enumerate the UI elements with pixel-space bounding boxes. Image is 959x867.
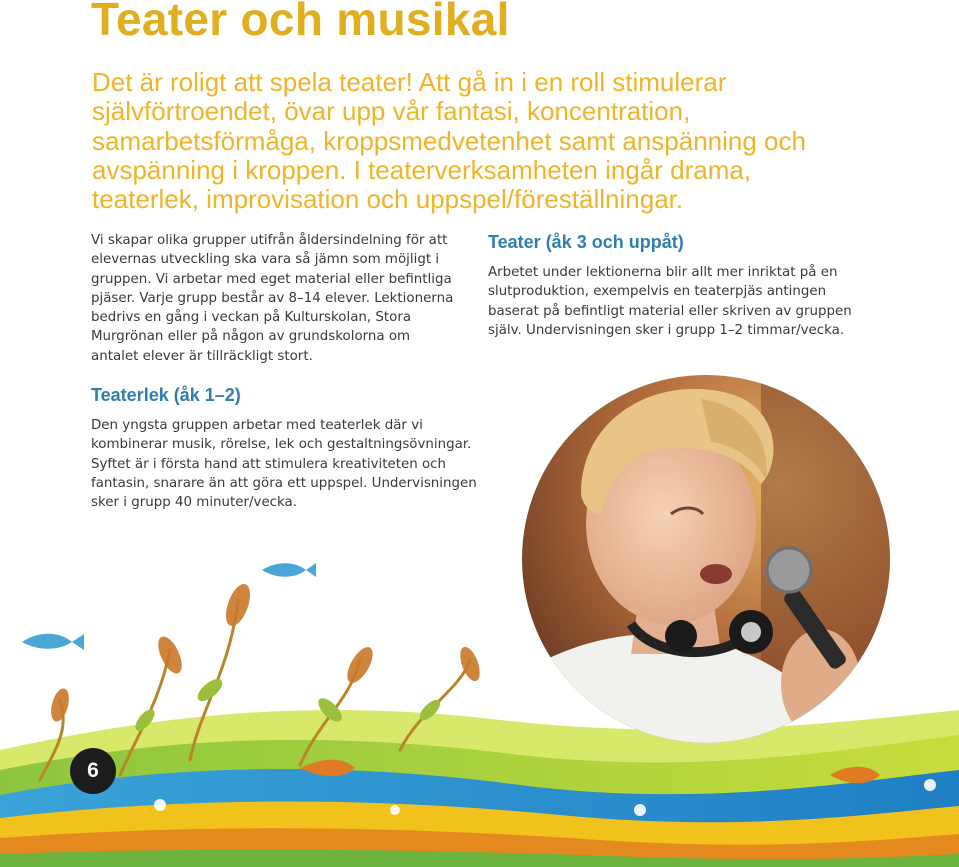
page-number-badge [70,748,116,794]
section-body-teaterlek: Den yngsta gruppen arbetar med teaterlek där vi kombinerar musik, rörelse, lek och gestaltningsövningar. Syftet är i första hand att stimulera kreativiteten och fantasin, snarare än att göra ett uppspel. Undervisningen sker i grupp 40 minuter/vecka. [91,418,477,511]
page-title: Teater och musikal [91,0,510,45]
lead-paragraph: Det är roligt att spela teater! Att gå in i en roll stimulerar självförtroendet, övar upp vår fantasi, koncentration, samarbetsförmåga, kroppsmedvetenhet samt anspänning och avspänning i kroppen. I teaterverksamheten ingår drama, teaterlek, improvisation och uppspel/föreställningar. [92,67,806,215]
page-number: 6 [87,759,99,782]
section-heading-teater: Teater (åk 3 och uppåt) [488,232,684,252]
photo-boy-singing-with-microphone [521,374,891,744]
section-heading-teaterlek: Teaterlek (åk 1–2) [91,385,241,405]
intro-paragraph: Vi skapar olika grupper utifrån åldersindelning för att elevernas utveckling ska vara så jämn som möjligt i gruppen. Vi arbetar med eget material eller befintliga pjäser. Varje grupp består av 8–14 elever. Lektionerna bedrivs en gång i veckan på Kulturskolan, Stora Murgrönan eller på någon av grundskolorna om antalet elever är tillräckligt stort. [91,233,454,364]
section-body-teater: Arbetet under lektionerna blir allt mer inriktat på en slutproduktion, exempelvis en teaterpjäs antingen baserat på befintligt material eller skriven av gruppen själv. Undervisningen sker i grupp 1–2 timmar/vecka. [488,265,852,338]
